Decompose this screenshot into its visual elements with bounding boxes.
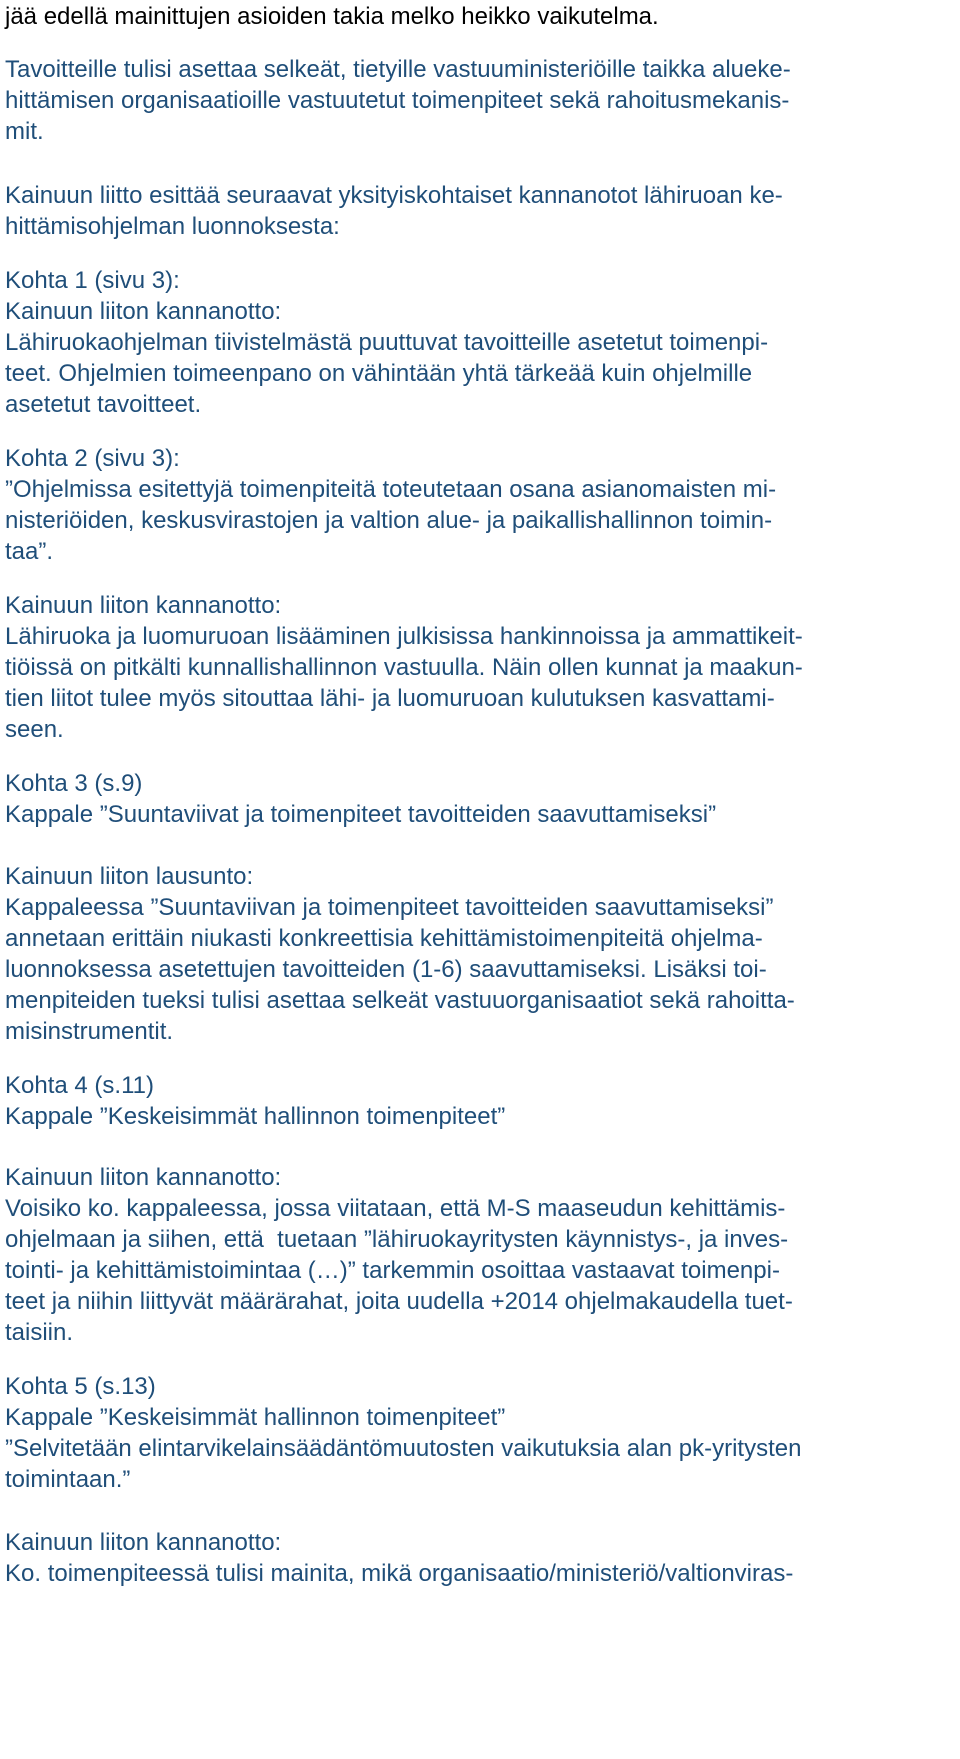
text-line: tiöissä on pitkälti kunnallishallinnon vastuulla. Näin ollen kunnat ja maakun- [5,654,803,681]
text-line: nisteriöiden, keskusvirastojen ja valtion alue- ja paikallishallinnon toimin- [5,507,773,534]
section-heading: Kohta 3 (s.9) [5,770,143,797]
section-heading: Kohta 4 (s.11) [5,1072,154,1099]
text-line: teet ja niihin liittyvät määrärahat, joita uudella +2014 ohjelmakaudella tuet- [5,1288,793,1315]
text-line: Kappale ”Keskeisimmät hallinnon toimenpiteet” [5,1404,506,1431]
text-line: Kainuun liiton lausunto: [5,863,254,890]
text-line: Ko. toimenpiteessä tulisi mainita, mikä organisaatio/ministeriö/valtionviras- [5,1560,794,1587]
text-line: Kainuun liitto esittää seuraavat yksityiskohtaiset kannanotot lähiruoan ke- [5,182,783,209]
text-line: Tavoitteille tulisi asettaa selkeät, tietyille vastuuministeriöille taikka alueke- [5,56,791,83]
text-line: hittämisen organisaatioille vastuutetut toimenpiteet sekä rahoitusmekanis- [5,87,790,114]
text-line: ”Ohjelmissa esitettyjä toimenpiteitä toteutetaan osana asianomaisten mi- [5,476,777,503]
text-line: Kainuun liiton kannanotto: [5,1529,282,1556]
section-heading: Kohta 5 (s.13) [5,1373,156,1400]
text-line: hittämisohjelman luonnoksesta: [5,213,340,240]
text-line: misinstrumentit. [5,1018,174,1045]
text-line: asetetut tavoitteet. [5,391,202,418]
text-line: menpiteiden tueksi tulisi asettaa selkeät vastuuorganisaatiot sekä rahoitta- [5,987,795,1014]
text-line: teet. Ohjelmien toimeenpano on vähintään yhtä tärkeää kuin ohjelmille [5,360,753,387]
text-line: jää edellä mainittujen asioiden takia melko heikko vaikutelma. [5,3,659,30]
text-line: taa”. [5,538,54,565]
text-line: seen. [5,716,64,743]
text-line: annetaan erittäin niukasti konkreettisia kehittämistoimenpiteitä ohjelma- [5,925,763,952]
text-line: Kappaleessa ”Suuntaviivan ja toimenpiteet tavoitteiden saavuttamiseksi” [5,894,774,921]
text-line: Kappale ”Keskeisimmät hallinnon toimenpiteet” [5,1103,506,1130]
section-heading: Kohta 1 (sivu 3): [5,267,180,294]
text-line: ”Selvitetään elintarvikelainsäädäntömuutosten vaikutuksia alan pk-yritysten [5,1435,802,1462]
text-line: Kainuun liiton kannanotto: [5,298,282,325]
text-line: tointi- ja kehittämistoimintaa (…)” tarkemmin osoittaa vastaavat toimenpi- [5,1257,780,1284]
text-line: Voisiko ko. kappaleessa, jossa viitataan, että M-S maaseudun kehittämis- [5,1195,786,1222]
text-line: Kappale ”Suuntaviivat ja toimenpiteet tavoitteiden saavuttamiseksi” [5,801,717,828]
text-line: Kainuun liiton kannanotto: [5,1164,282,1191]
text-line: mit. [5,118,44,145]
text-line: Lähiruoka ja luomuruoan lisääminen julkisissa hankinnoissa ja ammattikeit- [5,623,803,650]
text-line: Kainuun liiton kannanotto: [5,592,282,619]
section-heading: Kohta 2 (sivu 3): [5,445,180,472]
text-line: luonnoksessa asetettujen tavoitteiden (1-6) saavuttamiseksi. Lisäksi toi- [5,956,767,983]
text-line: tien liitot tulee myös sitouttaa lähi- ja luomuruoan kulutuksen kasvattami- [5,685,775,712]
text-line: ohjelmaan ja siihen, että tuetaan ”lähiruokayritysten käynnistys-, ja inves- [5,1226,789,1253]
text-line: taisiin. [5,1319,74,1346]
text-line: Lähiruokaohjelman tiivistelmästä puuttuvat tavoitteille asetetut toimenpi- [5,329,769,356]
text-line: toimintaan.” [5,1466,131,1493]
